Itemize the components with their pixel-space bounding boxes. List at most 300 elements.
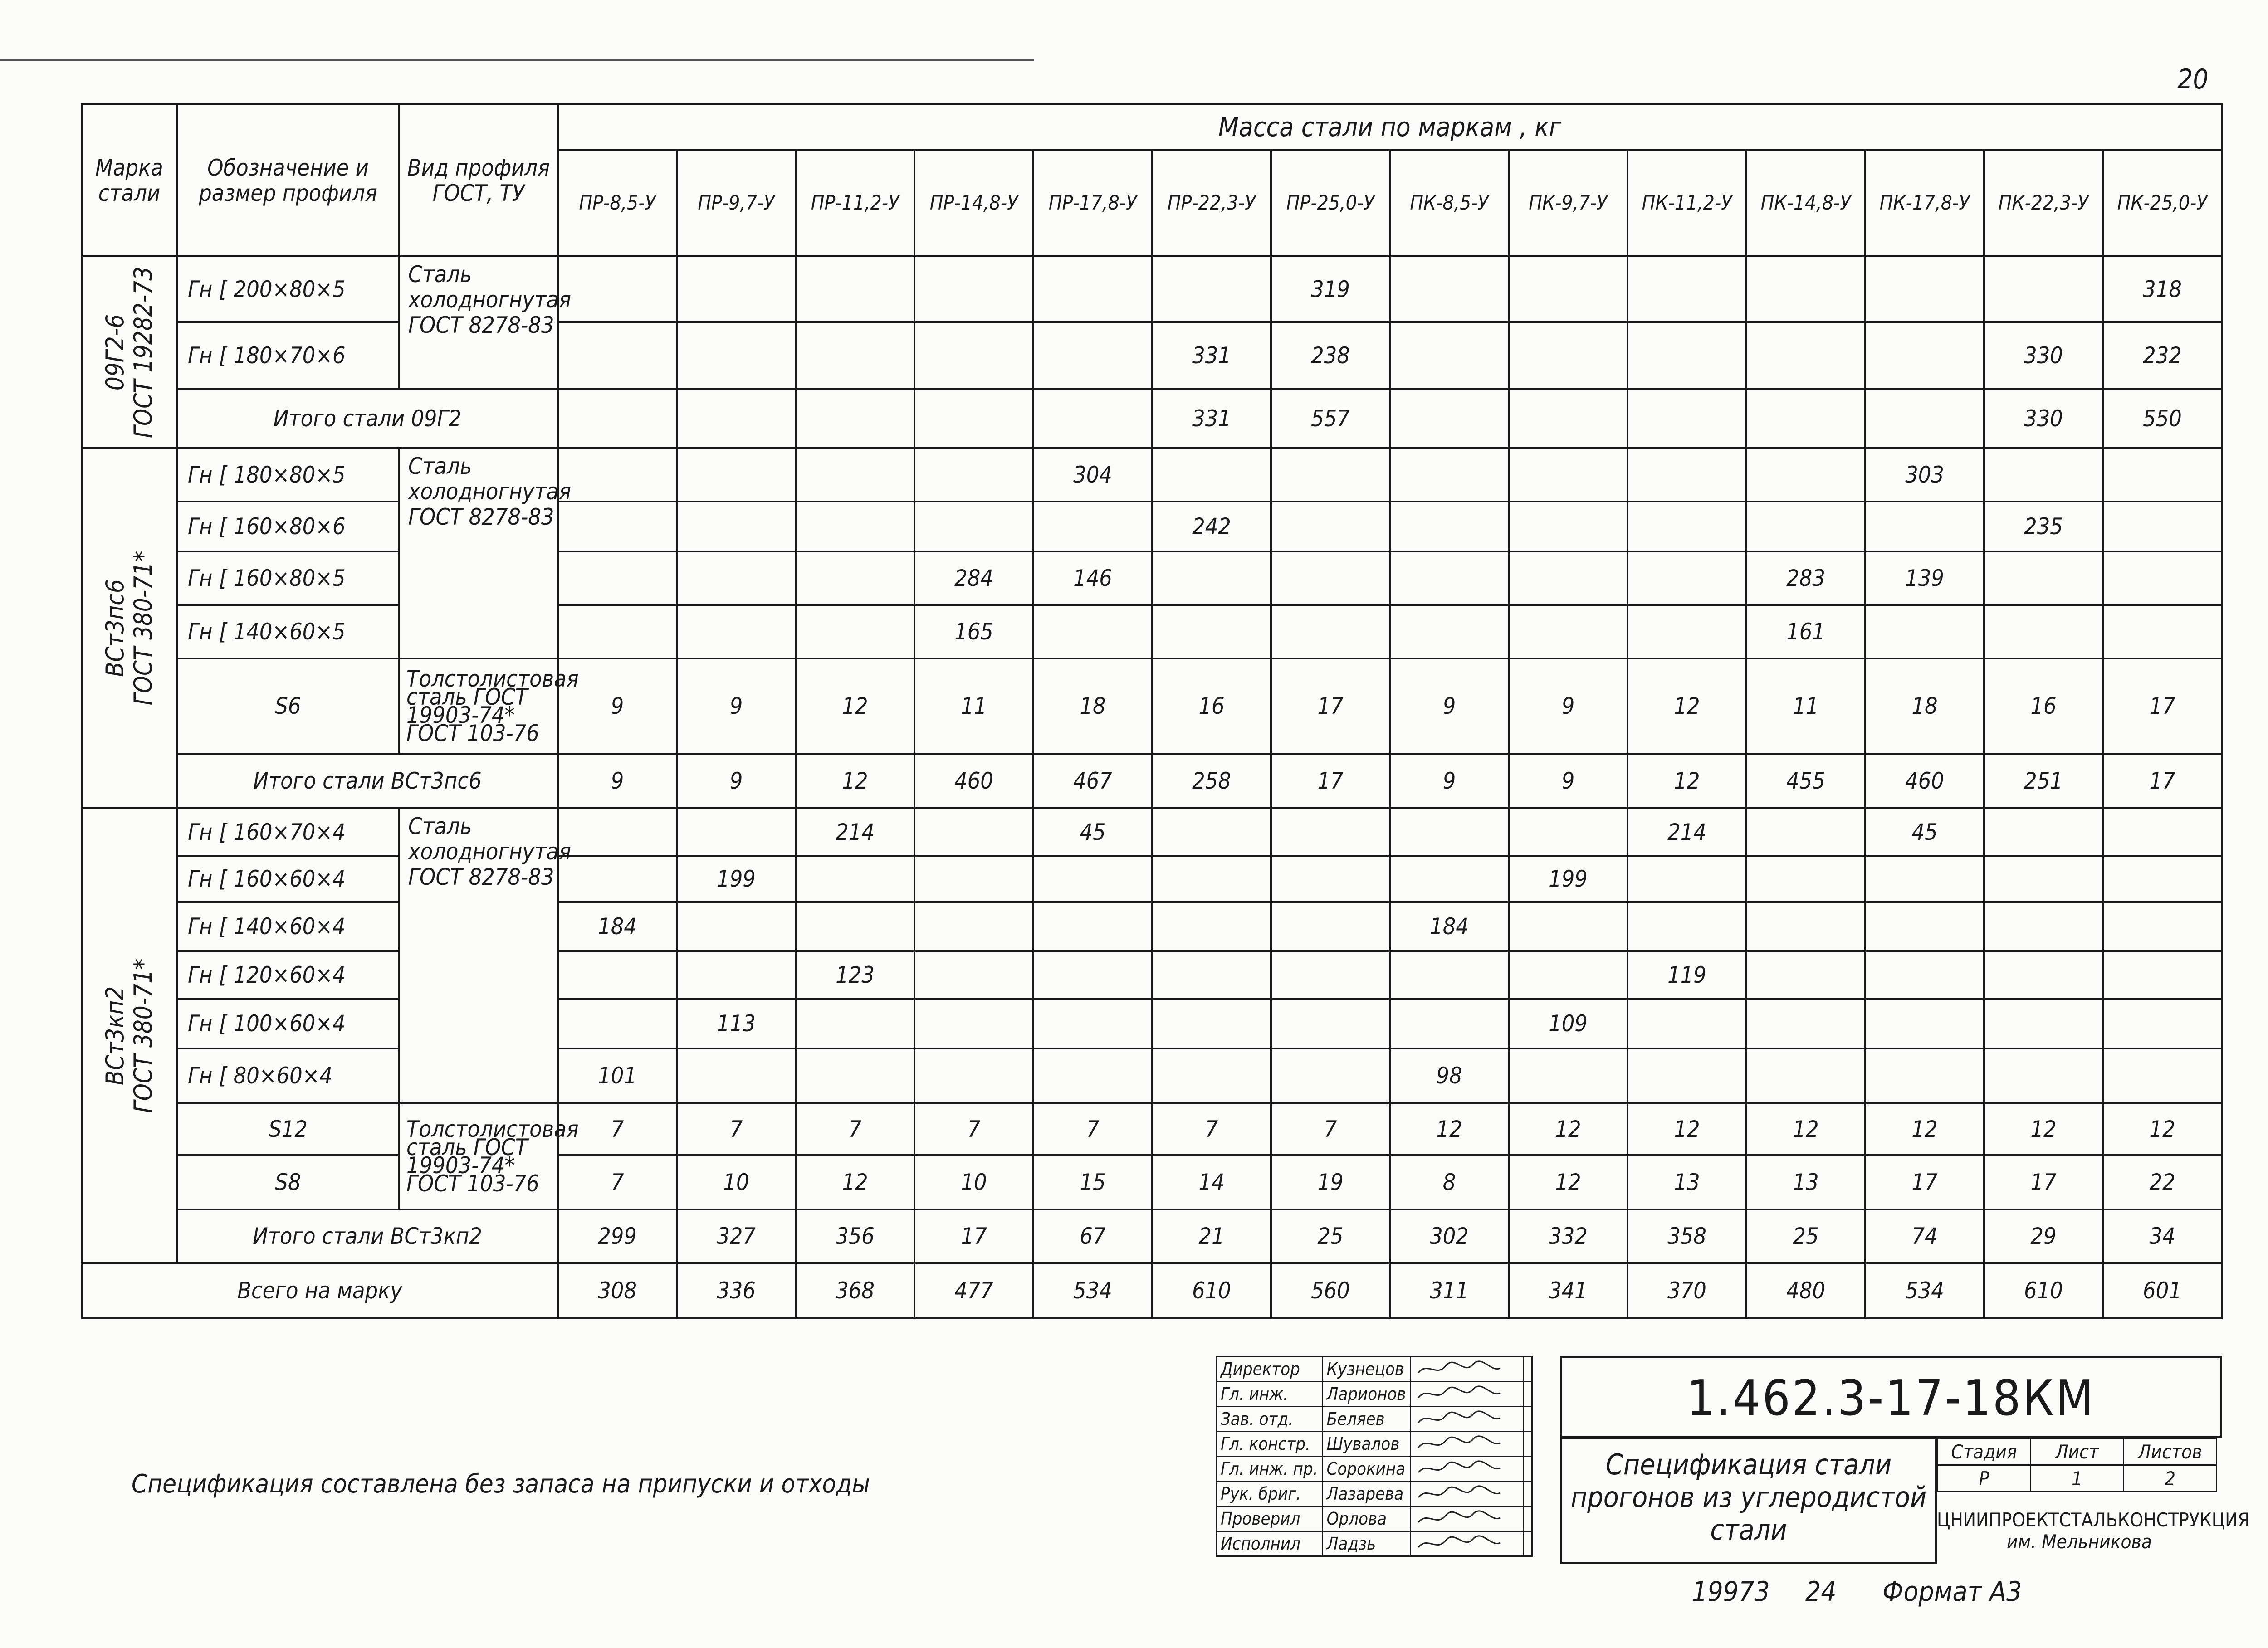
- header-marka: Марка стали: [82, 104, 177, 256]
- footer-number: 24: [1805, 1576, 1837, 1608]
- signature-date: [1523, 1507, 1532, 1531]
- mass-cell: [914, 256, 1033, 322]
- mass-cell: [1865, 256, 1984, 322]
- footer-inventory: 19973: [1692, 1576, 1770, 1608]
- mass-cell: [1033, 1048, 1152, 1103]
- signature-cell: [1410, 1507, 1523, 1531]
- handwritten-signature: [1414, 1409, 1505, 1429]
- subtotal-cell: 455: [1746, 754, 1865, 808]
- header-col: ПК-17,8-У: [1865, 150, 1984, 256]
- mass-cell: [1509, 1048, 1628, 1103]
- header-col: ПК-25,0-У: [2103, 150, 2222, 256]
- sheets-value: 2: [2124, 1465, 2217, 1492]
- profile-size: Гн [ 180×70×6: [177, 322, 399, 389]
- mass-cell: [914, 808, 1033, 856]
- total-cell: 477: [914, 1263, 1033, 1318]
- mass-cell: 12: [796, 1155, 914, 1209]
- mass-cell: 232: [2103, 322, 2222, 389]
- handwritten-signature: [1414, 1384, 1505, 1404]
- mass-cell: 22: [2103, 1155, 2222, 1209]
- mass-cell: 12: [1628, 658, 1746, 754]
- mass-cell: [914, 999, 1033, 1048]
- top-edge-line: [0, 59, 1034, 61]
- mass-cell: [1746, 902, 1865, 951]
- signature-cell: [1410, 1382, 1523, 1407]
- mass-cell: 12: [1509, 1155, 1628, 1209]
- mass-cell: [1271, 551, 1390, 605]
- plate-type: Толстолистовая сталь ГОСТ 19903-74* ГОСТ 103-76: [399, 658, 558, 754]
- steel-grade-gost: ГОСТ 380-71*: [129, 551, 157, 706]
- signature-date: [1523, 1382, 1532, 1407]
- mass-cell: [1271, 448, 1390, 502]
- steel-grade-cell: [82, 256, 177, 448]
- mass-cell: 10: [677, 1155, 796, 1209]
- mass-cell: [2103, 808, 2222, 856]
- mass-cell: 184: [558, 902, 677, 951]
- steel-grade: [101, 266, 157, 438]
- mass-cell: 330: [1984, 322, 2103, 389]
- profile-size: Гн [ 100×60×4: [177, 999, 399, 1048]
- subtotal-cell: 12: [1628, 754, 1746, 808]
- subtotal-cell: 358: [1628, 1209, 1746, 1263]
- mass-cell: [914, 1048, 1033, 1103]
- total-cell: 534: [1865, 1263, 1984, 1318]
- signature-role: Гл. инж. пр.: [1217, 1457, 1323, 1482]
- mass-cell: [1271, 605, 1390, 658]
- footer-format: Формат А3: [1882, 1576, 2022, 1608]
- mass-cell: [796, 999, 914, 1048]
- subtotal-cell: 332: [1509, 1209, 1628, 1263]
- mass-cell: [558, 856, 677, 902]
- header-col: ПК-22,3-У: [1984, 150, 2103, 256]
- signature-row: [1217, 1432, 1532, 1457]
- signature-date: [1523, 1457, 1532, 1482]
- mass-cell: [1984, 1048, 2103, 1103]
- document-title: Спецификация стали прогонов из углеродистой стали: [1560, 1438, 1937, 1564]
- mass-cell: [1509, 902, 1628, 951]
- subtotal-cell: 251: [1984, 754, 2103, 808]
- mass-cell: [2103, 951, 2222, 999]
- profile-size: Гн [ 160×80×6: [177, 502, 399, 551]
- total-row: [82, 1263, 2222, 1318]
- mass-cell: 17: [1271, 658, 1390, 754]
- stage-label: Стадия: [1938, 1438, 2031, 1465]
- mass-cell: 13: [1628, 1155, 1746, 1209]
- mass-cell: [1152, 808, 1271, 856]
- mass-cell: [1390, 322, 1509, 389]
- header-col: ПР-22,3-У: [1152, 150, 1271, 256]
- signature-row: [1217, 1407, 1532, 1432]
- mass-cell: [1152, 256, 1271, 322]
- profile-size: Гн [ 160×70×4: [177, 808, 399, 856]
- mass-cell: [1509, 551, 1628, 605]
- mass-cell: 16: [1152, 658, 1271, 754]
- mass-cell: 12: [2103, 1103, 2222, 1155]
- subtotal-cell: 557: [1271, 389, 1390, 448]
- mass-cell: [2103, 502, 2222, 551]
- mass-cell: [1984, 902, 2103, 951]
- mass-cell: [1746, 1048, 1865, 1103]
- signature-name: Ладзь: [1322, 1531, 1410, 1556]
- mass-cell: [1152, 448, 1271, 502]
- header-col: ПР-14,8-У: [914, 150, 1033, 256]
- subtotal-cell: [914, 389, 1033, 448]
- signature-name: Шувалов: [1322, 1432, 1410, 1457]
- header-col: ПР-11,2-У: [796, 150, 914, 256]
- steel-grade-name: 09Г2-6: [101, 314, 129, 390]
- total-cell: 560: [1271, 1263, 1390, 1318]
- subtotal-cell: 25: [1271, 1209, 1390, 1263]
- profile-size: Гн [ 140×60×5: [177, 605, 399, 658]
- handwritten-signature: [1414, 1459, 1505, 1479]
- mass-cell: 7: [796, 1103, 914, 1155]
- signature-date: [1523, 1432, 1532, 1457]
- mass-cell: 7: [558, 1155, 677, 1209]
- subtotal-cell: 21: [1152, 1209, 1271, 1263]
- mass-cell: 45: [1033, 808, 1152, 856]
- mass-cell: [677, 808, 796, 856]
- subtotal-cell: 9: [1390, 754, 1509, 808]
- total-cell: 308: [558, 1263, 677, 1318]
- mass-cell: [1865, 605, 1984, 658]
- mass-cell: 7: [558, 1103, 677, 1155]
- mass-cell: 319: [1271, 256, 1390, 322]
- mass-cell: [796, 902, 914, 951]
- mass-cell: [1152, 856, 1271, 902]
- mass-cell: 7: [1271, 1103, 1390, 1155]
- mass-cell: [796, 1048, 914, 1103]
- subtotal-cell: [1033, 389, 1152, 448]
- mass-cell: [1746, 808, 1865, 856]
- mass-cell: [1628, 322, 1746, 389]
- mass-cell: [1390, 808, 1509, 856]
- mass-cell: 98: [1390, 1048, 1509, 1103]
- mass-cell: 113: [677, 999, 796, 1048]
- mass-cell: [914, 448, 1033, 502]
- mass-cell: [1152, 999, 1271, 1048]
- sheets-label: Листов: [2124, 1438, 2217, 1465]
- subtotal-cell: 258: [1152, 754, 1271, 808]
- page-number: 20: [2177, 63, 2209, 95]
- mass-cell: [1865, 1048, 1984, 1103]
- mass-cell: 12: [1746, 1103, 1865, 1155]
- signature-role: Рук. бриг.: [1217, 1482, 1323, 1507]
- table-row: [82, 658, 2222, 754]
- signature-cell: [1410, 1432, 1523, 1457]
- subtotal-cell: 550: [2103, 389, 2222, 448]
- steel-grade-name: ВСт3кп2: [101, 986, 129, 1085]
- signature-date: [1523, 1407, 1532, 1432]
- mass-cell: 283: [1746, 551, 1865, 605]
- mass-cell: 13: [1746, 1155, 1865, 1209]
- subtotal-cell: 460: [914, 754, 1033, 808]
- table-row: [82, 256, 2222, 322]
- mass-cell: 238: [1271, 322, 1390, 389]
- subtotal-label: Итого стали ВСт3пс6: [177, 754, 558, 808]
- subtotal-cell: 327: [677, 1209, 796, 1263]
- mass-cell: [1152, 551, 1271, 605]
- organization-sub: им. Мельникова: [2007, 1531, 2152, 1553]
- handwritten-signature: [1414, 1509, 1505, 1529]
- mass-cell: [558, 999, 677, 1048]
- mass-cell: [558, 256, 677, 322]
- specification-table: [81, 103, 2223, 1319]
- mass-cell: 17: [1865, 1155, 1984, 1209]
- mass-cell: [677, 902, 796, 951]
- subtotal-cell: 29: [1984, 1209, 2103, 1263]
- mass-cell: [1152, 605, 1271, 658]
- subtotal-cell: 34: [2103, 1209, 2222, 1263]
- header-row: [82, 104, 2222, 150]
- header-mass: Масса стали по маркам , кг: [558, 104, 2222, 150]
- subtotal-label: Итого стали 09Г2: [177, 389, 558, 448]
- steel-grade-cell: [82, 448, 177, 808]
- mass-cell: 12: [1984, 1103, 2103, 1155]
- signature-row: [1217, 1382, 1532, 1407]
- mass-cell: 199: [677, 856, 796, 902]
- mass-cell: 9: [677, 658, 796, 754]
- mass-cell: [796, 502, 914, 551]
- mass-cell: [914, 951, 1033, 999]
- signature-name: Орлова: [1322, 1507, 1410, 1531]
- subtotal-cell: [558, 389, 677, 448]
- mass-cell: [1152, 951, 1271, 999]
- stage-sheet-table: [1937, 1438, 2217, 1492]
- subtotal-row: [82, 1209, 2222, 1263]
- total-cell: 610: [1984, 1263, 2103, 1318]
- mass-cell: 165: [914, 605, 1033, 658]
- mass-cell: [1390, 256, 1509, 322]
- subtotal-row: [82, 389, 2222, 448]
- total-cell: 610: [1152, 1263, 1271, 1318]
- signature-name: Ларионов: [1322, 1382, 1410, 1407]
- signature-cell: [1410, 1357, 1523, 1382]
- subtotal-cell: 330: [1984, 389, 2103, 448]
- mass-cell: [914, 856, 1033, 902]
- mass-cell: [677, 256, 796, 322]
- mass-cell: [558, 322, 677, 389]
- mass-cell: 8: [1390, 1155, 1509, 1209]
- table-row: [82, 808, 2222, 856]
- subtotal-cell: [1509, 389, 1628, 448]
- mass-cell: [1271, 999, 1390, 1048]
- mass-cell: [1984, 856, 2103, 902]
- mass-cell: [677, 448, 796, 502]
- subtotal-cell: 302: [1390, 1209, 1509, 1263]
- mass-cell: [1628, 551, 1746, 605]
- mass-cell: [1509, 322, 1628, 389]
- signature-name: Лазарева: [1322, 1482, 1410, 1507]
- mass-cell: [1033, 999, 1152, 1048]
- mass-cell: 16: [1984, 658, 2103, 754]
- mass-cell: [1984, 808, 2103, 856]
- mass-cell: [558, 951, 677, 999]
- profile-size: Гн [ 160×80×5: [177, 551, 399, 605]
- mass-cell: 11: [1746, 658, 1865, 754]
- mass-cell: [677, 605, 796, 658]
- mass-cell: 12: [1390, 1103, 1509, 1155]
- mass-cell: 7: [677, 1103, 796, 1155]
- signature-role: Гл. констр.: [1217, 1432, 1323, 1457]
- handwritten-signature: [1414, 1359, 1505, 1379]
- mass-cell: [1746, 999, 1865, 1048]
- mass-cell: 15: [1033, 1155, 1152, 1209]
- mass-cell: 12: [1509, 1103, 1628, 1155]
- signature-cell: [1410, 1482, 1523, 1507]
- steel-grade-gost: ГОСТ 380-71*: [129, 958, 157, 1113]
- handwritten-signature: [1414, 1484, 1505, 1504]
- mass-cell: [1152, 1048, 1271, 1103]
- profile-type: Сталь холодногнутая ГОСТ 8278-83: [399, 256, 558, 389]
- mass-cell: 199: [1509, 856, 1628, 902]
- total-cell: 534: [1033, 1263, 1152, 1318]
- handwritten-signature: [1414, 1534, 1505, 1554]
- subtotal-cell: [1746, 389, 1865, 448]
- mass-cell: [1390, 999, 1509, 1048]
- signature-row: [1217, 1507, 1532, 1531]
- mass-cell: [558, 605, 677, 658]
- subtotal-cell: 17: [2103, 754, 2222, 808]
- mass-cell: [1984, 551, 2103, 605]
- table-row: [82, 448, 2222, 502]
- subtotal-cell: [677, 389, 796, 448]
- mass-cell: [2103, 448, 2222, 502]
- mass-cell: [2103, 605, 2222, 658]
- signature-row: [1217, 1482, 1532, 1507]
- mass-cell: [1628, 1048, 1746, 1103]
- mass-cell: [1390, 951, 1509, 999]
- mass-cell: [1628, 256, 1746, 322]
- mass-cell: [1271, 1048, 1390, 1103]
- subtotal-cell: 9: [558, 754, 677, 808]
- mass-cell: [558, 448, 677, 502]
- mass-cell: [1509, 502, 1628, 551]
- profile-size: Гн [ 140×60×4: [177, 902, 399, 951]
- total-cell: 370: [1628, 1263, 1746, 1318]
- profile-type: Сталь холодногнутая ГОСТ 8278-83: [399, 448, 558, 658]
- profile-size: Гн [ 80×60×4: [177, 1048, 399, 1103]
- header-col: ПК-9,7-У: [1509, 150, 1628, 256]
- mass-cell: [796, 322, 914, 389]
- mass-cell: [1509, 448, 1628, 502]
- mass-cell: 161: [1746, 605, 1865, 658]
- mass-cell: [1271, 808, 1390, 856]
- mass-cell: 318: [2103, 256, 2222, 322]
- mass-cell: [677, 502, 796, 551]
- signature-cell: [1410, 1531, 1523, 1556]
- mass-cell: 119: [1628, 951, 1746, 999]
- mass-cell: 214: [796, 808, 914, 856]
- mass-cell: [1628, 999, 1746, 1048]
- subtotal-cell: 17: [1271, 754, 1390, 808]
- mass-cell: [1628, 856, 1746, 902]
- steel-grade-gost: ГОСТ 19282-73: [129, 266, 157, 438]
- mass-cell: 12: [1865, 1103, 1984, 1155]
- subtotal-cell: [1865, 389, 1984, 448]
- subtotal-cell: 17: [914, 1209, 1033, 1263]
- subtotal-cell: 12: [796, 754, 914, 808]
- mass-cell: [1984, 951, 2103, 999]
- header-col: ПР-17,8-У: [1033, 150, 1152, 256]
- mass-cell: [2103, 856, 2222, 902]
- subtotal-cell: 74: [1865, 1209, 1984, 1263]
- mass-cell: 7: [914, 1103, 1033, 1155]
- subtotal-cell: 9: [1509, 754, 1628, 808]
- subtotal-cell: 67: [1033, 1209, 1152, 1263]
- mass-cell: [1271, 902, 1390, 951]
- mass-cell: 17: [2103, 658, 2222, 754]
- signature-role: Гл. инж.: [1217, 1382, 1323, 1407]
- mass-cell: [1509, 808, 1628, 856]
- subtotal-cell: [796, 389, 914, 448]
- mass-cell: [1390, 605, 1509, 658]
- mass-cell: [2103, 902, 2222, 951]
- steel-grade: [101, 958, 157, 1113]
- signature-role: Исполнил: [1217, 1531, 1323, 1556]
- signature-row: [1217, 1457, 1532, 1482]
- profile-type: Сталь холодногнутая ГОСТ 8278-83: [399, 808, 558, 1103]
- signature-date: [1523, 1482, 1532, 1507]
- mass-cell: [1746, 256, 1865, 322]
- mass-cell: 139: [1865, 551, 1984, 605]
- signature-name: Кузнецов: [1322, 1357, 1410, 1382]
- signature-role: Зав. отд.: [1217, 1407, 1323, 1432]
- mass-cell: [1271, 502, 1390, 551]
- mass-cell: 146: [1033, 551, 1152, 605]
- mass-cell: [1865, 951, 1984, 999]
- organization: [1937, 1497, 2250, 1564]
- mass-cell: [796, 551, 914, 605]
- mass-cell: 12: [1628, 1103, 1746, 1155]
- subtotal-cell: 331: [1152, 389, 1271, 448]
- mass-cell: [1628, 902, 1746, 951]
- mass-cell: 18: [1865, 658, 1984, 754]
- mass-cell: [1746, 951, 1865, 999]
- mass-cell: [1152, 902, 1271, 951]
- mass-cell: [1390, 448, 1509, 502]
- mass-cell: 18: [1033, 658, 1152, 754]
- mass-cell: 109: [1509, 999, 1628, 1048]
- mass-cell: [1865, 902, 1984, 951]
- signature-name: Сорокина: [1322, 1457, 1410, 1482]
- subtotal-cell: 25: [1746, 1209, 1865, 1263]
- signature-role: Директор: [1217, 1357, 1323, 1382]
- mass-cell: 235: [1984, 502, 2103, 551]
- signature-date: [1523, 1357, 1532, 1382]
- mass-cell: [1865, 856, 1984, 902]
- total-cell: 480: [1746, 1263, 1865, 1318]
- mass-cell: [677, 322, 796, 389]
- mass-cell: [2103, 1048, 2222, 1103]
- plate-thickness: S6: [177, 658, 399, 754]
- signature-date: [1523, 1531, 1532, 1556]
- organization-name: ЦНИИПРОЕКТСТАЛЬКОНСТРУКЦИЯ: [1937, 1509, 2250, 1531]
- mass-cell: [677, 551, 796, 605]
- mass-cell: 45: [1865, 808, 1984, 856]
- total-cell: 336: [677, 1263, 796, 1318]
- mass-cell: [1033, 502, 1152, 551]
- mass-cell: [1746, 322, 1865, 389]
- profile-size: Гн [ 180×80×5: [177, 448, 399, 502]
- plate-thickness: S12: [177, 1103, 399, 1155]
- mass-cell: 9: [1509, 658, 1628, 754]
- steel-grade: [101, 551, 157, 706]
- sheet-label: Лист: [2031, 1438, 2124, 1465]
- mass-cell: [1628, 605, 1746, 658]
- mass-cell: 7: [1152, 1103, 1271, 1155]
- mass-cell: [1746, 448, 1865, 502]
- mass-cell: [558, 502, 677, 551]
